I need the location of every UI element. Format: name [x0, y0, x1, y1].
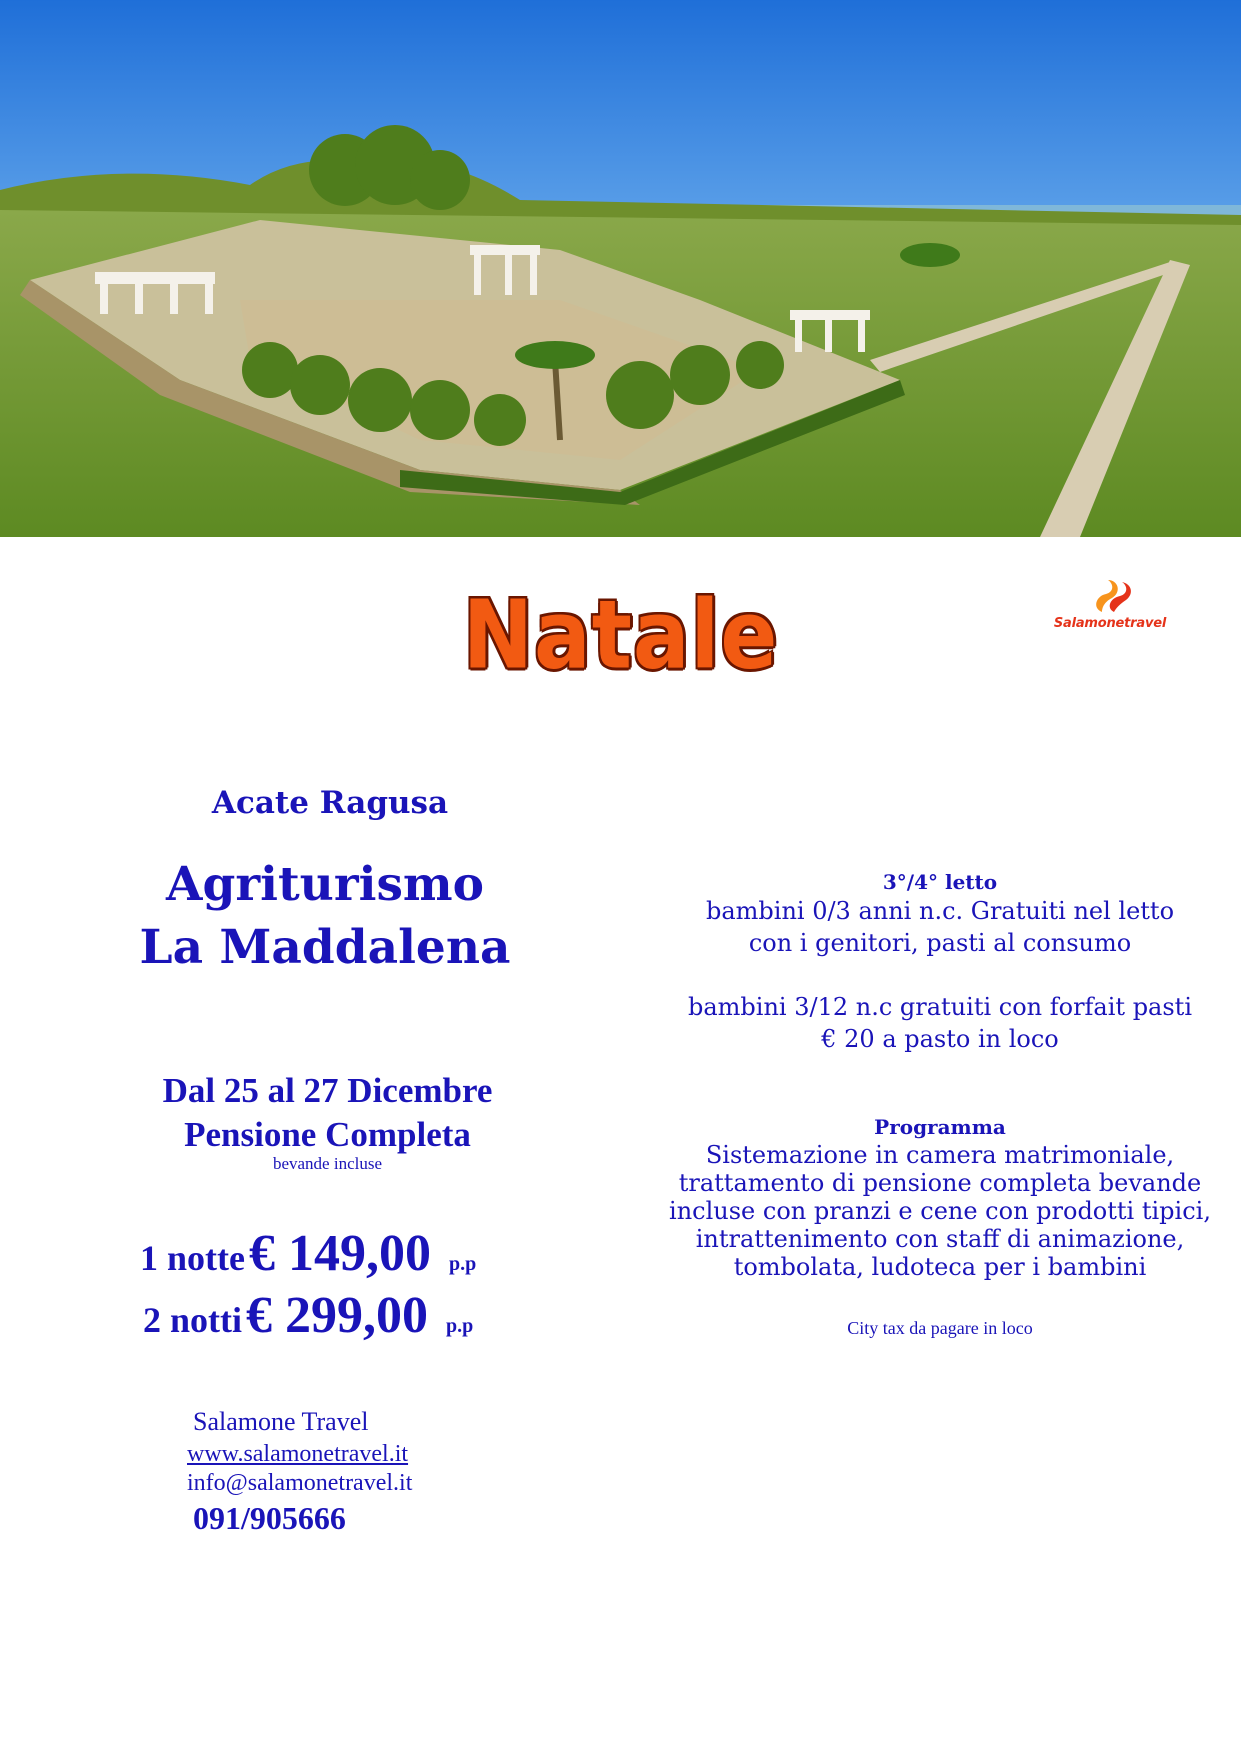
- agency-name: Salamone Travel: [193, 1407, 369, 1436]
- hero-photo: [0, 0, 1241, 537]
- price-unit: p.p: [446, 1315, 474, 1337]
- program-line: incluse con pranzi e cene con prodotti tipici,: [669, 1197, 1211, 1225]
- price-amount: € 299,00: [246, 1287, 428, 1344]
- brand-logo: [1040, 572, 1180, 642]
- drinks-note: bevande incluse: [272, 1154, 383, 1173]
- extra-bed-line: € 20 a pasto in loco: [821, 1025, 1059, 1053]
- program-line: trattamento di pensione completa bevande: [678, 1169, 1202, 1197]
- property-name-line1: Agriturismo: [166, 857, 484, 912]
- price-amount: € 149,00: [248, 1225, 431, 1282]
- aerial-farm-photo-icon: [0, 0, 1241, 537]
- phone-number: 091/905666: [193, 1500, 346, 1536]
- program-heading: Programma: [874, 1115, 1006, 1139]
- date-range: Dal 25 al 27 Dicembre: [162, 1071, 493, 1110]
- price-label: 1 notte: [140, 1238, 245, 1278]
- price-row: [140, 1224, 600, 1283]
- property-name-line2: La Maddalena: [139, 920, 511, 975]
- price-unit: p.p: [448, 1253, 477, 1275]
- board-type: Pensione Completa: [184, 1115, 471, 1154]
- program-line: intrattenimento con staff di animazione,: [695, 1225, 1185, 1253]
- city-tax-note: City tax da pagare in loco: [847, 1318, 1033, 1338]
- location-label: Acate Ragusa: [211, 785, 449, 821]
- program-line: Sistemazione in camera matrimoniale,: [705, 1141, 1175, 1169]
- price-label: 2 notti: [143, 1300, 242, 1340]
- price-row: [143, 1286, 603, 1345]
- extra-bed-line: con i genitori, pasti al consumo: [748, 929, 1132, 957]
- extra-bed-line: bambini 0/3 anni n.c. Gratuiti nel letto: [705, 897, 1175, 925]
- brand-wordmark: Salamonetravel: [1053, 616, 1167, 631]
- program-line: tombolata, ludoteca per i bambini: [733, 1253, 1147, 1281]
- salamone-swirl-icon: [1040, 572, 1180, 618]
- page-title: Natale: [462, 580, 779, 690]
- extra-bed-line: bambini 3/12 n.c gratuiti con forfait pasti: [687, 993, 1192, 1021]
- extra-bed-heading: 3°/4° letto: [882, 870, 998, 894]
- email-link[interactable]: info@salamonetravel.it: [187, 1470, 413, 1496]
- website-link[interactable]: www.salamonetravel.it: [187, 1441, 409, 1467]
